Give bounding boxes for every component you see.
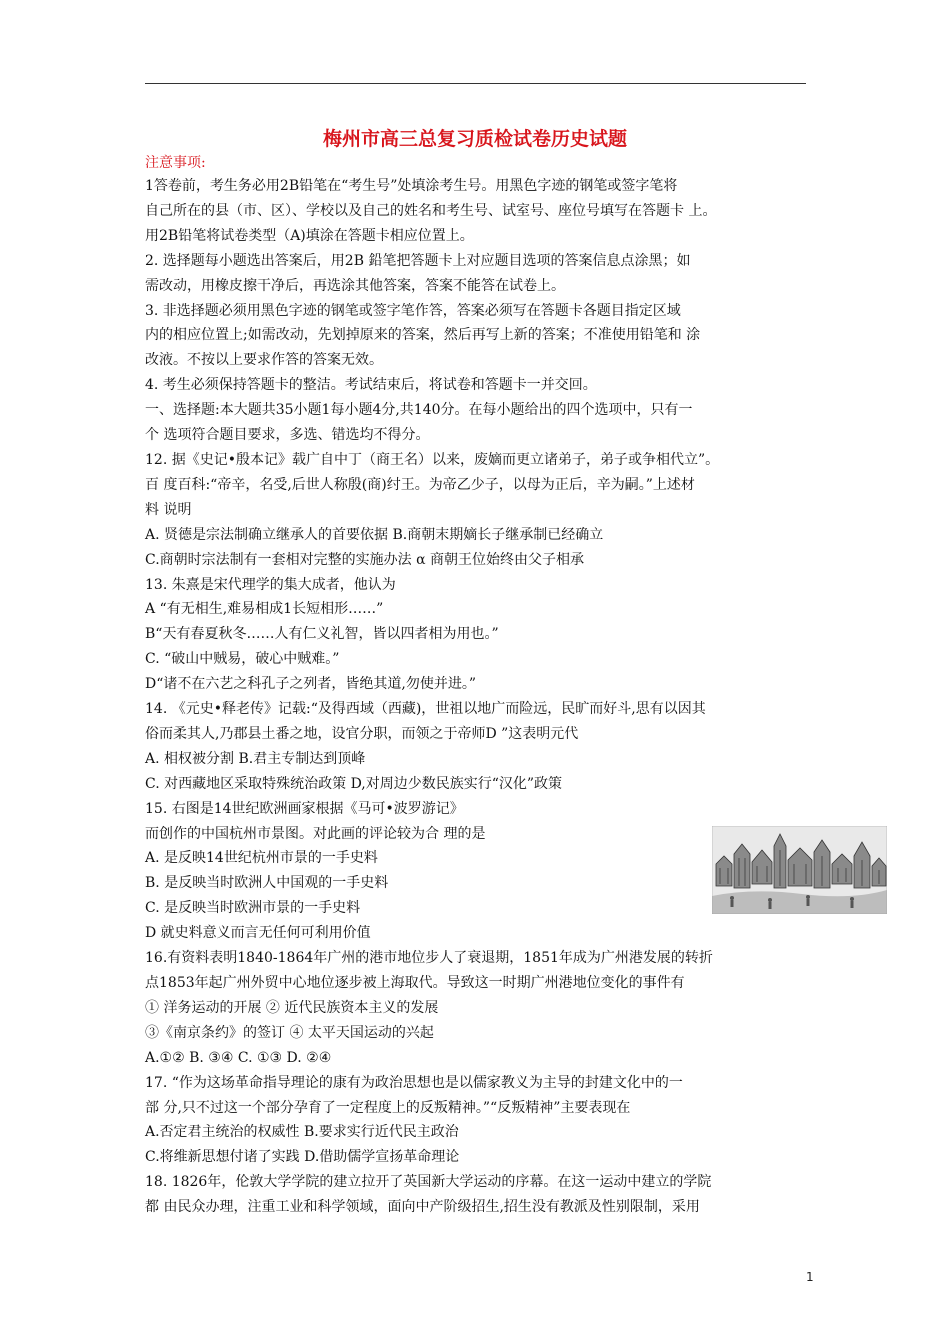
text-line: 百 度百科:“帝辛，名受,后世人称殷(商)纣王。为帝乙少子，以母为正后，辛为嗣。”上述材 (145, 476, 695, 493)
text-line: 内的相应位置上;如需改动，先划掉原来的答案，然后再写上新的答案；不准使用铅笔和 涂 (145, 327, 701, 344)
text-line: 一、选择题:本大题共35小题1每小题4分,共140分。在每小题给出的四个选项中，只有一 (145, 402, 693, 419)
text-line: 个 选项符合题目要求，多选、错选均不得分。 (145, 427, 430, 444)
text-line: C.商朝时宗法制有一套相对完整的实施办法 α 商朝王位始终由父子相承 (145, 551, 585, 568)
text-line: C. 对西藏地区采取特殊统治政策 D,对周边少数民族实行“汉化”政策 (145, 775, 563, 792)
text-line: C. 是反映当时欧洲市景的一手史料 (145, 900, 361, 917)
text-line: 18. 1826年，伦敦大学学院的建立拉开了英国新大学运动的序幕。在这一运动中建立的学院 (145, 1174, 712, 1191)
text-line: 4. 考生必须保持答题卡的整洁。考试结束后，将试卷和答题卡一并交回。 (145, 377, 597, 394)
page-title: 梅州市高三总复习质检试卷历史试题 (322, 128, 627, 150)
text-line: 都 由民众办理，注重工业和科学领域，面向中产阶级招生,招生没有教派及性别限制，采用 (145, 1199, 700, 1216)
text-line: 改液。不按以上要求作答的答案无效。 (145, 352, 383, 369)
text-line: 点1853年起广州外贸中心地位逐步被上海取代。导致这一时期广州港地位变化的事件有 (145, 975, 685, 991)
text-line: ③《南京条约》的签订 ④ 太平天国运动的兴起 (145, 1024, 434, 1041)
notice-heading: 注意事项: (145, 155, 206, 171)
text-line: 16.有资料表明1840-1864年广州的港市地位步人了衰退期，1851年成为广州港发展的转折 (145, 950, 713, 967)
text-line: A “有无相生,难易相成1长短相形……” (145, 601, 384, 618)
text-line: A. 是反映14世纪杭州市景的一手史料 (145, 850, 378, 867)
text-line: A.①② B. ③④ C. ①③ D. ②④ (145, 1049, 332, 1066)
page-number: 1 (806, 1270, 814, 1284)
text-line: B“天有春夏秋冬……人有仁义礼智，皆以四者相为用也。” (145, 626, 499, 643)
text-line: A.否定君主统治的权威性 B.要求实行近代民主政治 (145, 1124, 459, 1141)
text-line: 而创作的中国杭州市景图。对此画的评论较为合 理的是 (145, 825, 486, 842)
text-line: 料 说明 (145, 501, 192, 518)
text-line: 1答卷前，考生务必用2B铅笔在“考生号”处填涂考生号。用黑色字迹的钢笔或签字笔将 (145, 178, 678, 194)
text-line: 12. 据《史记•殷本记》载广自中丁（商王名）以来，废嫡而更立诸弟子，弟子或争相代立”。 (145, 451, 720, 468)
text-line: D 就史料意义而言无任何可利用价值 (145, 925, 371, 942)
text-line: D“诸不在六艺之科孔子之列者，皆绝其道,勿使并进。” (145, 676, 476, 693)
text-line: B. 是反映当时欧洲人中国观的一手史料 (145, 875, 389, 892)
text-line: C. “破山中贼易，破心中贼难。” (145, 651, 340, 668)
text-line: 部 分,只不过这一个部分孕育了一定程度上的反叛精神。”“反叛精神”主要表现在 (145, 1099, 631, 1116)
text-line: 13. 朱熹是宋代理学的集大成者，他认为 (145, 576, 396, 593)
text-line: 需改动，用橡皮擦干净后，再选涂其他答案，答案不能答在试卷上。 (145, 277, 565, 294)
text-line: 15. 右图是14世纪欧洲画家根据《马可•波罗游记》 (145, 800, 464, 817)
text-line: 用2B铅笔将试卷类型（A)填涂在答题卡相应位置上。 (145, 227, 474, 244)
text-line: 自己所在的县（市、区）、学校以及自己的姓名和考生号、试室号、座位号填写在答题卡 上。 (145, 202, 717, 219)
text-line: C.将维新思想付诸了实践 D.借助儒学宣扬革命理论 (145, 1149, 460, 1166)
text-line: ① 洋务运动的开展 ② 近代民族资本主义的发展 (145, 999, 439, 1016)
text-line: A. 贤德是宗法制确立继承人的首要依据 B.商朝末期嫡长子继承制已经确立 (145, 526, 604, 543)
text-line: 2. 选择题每小题选出答案后，用2B 鉛笔把答题卡上对应题目选项的答案信息点涂黑；如 (145, 252, 691, 269)
text-line: A. 相权被分割 B.君主专制达到顶峰 (145, 750, 366, 767)
text-line: 14. 《元史•释老传》记载:“及得西域（西藏)，世祖以地广而险远，民旷而好斗,思有以因其 (145, 701, 706, 718)
text-line: 17. “作为这场革命指导理论的康有为政治思想也是以儒家教义为主导的封建文化中的一 (145, 1074, 683, 1091)
text-line: 俗而柔其人,乃郡县土番之地，设官分职，而领之于帝师D ”这表明元代 (145, 725, 579, 742)
top-rule (145, 83, 806, 84)
hangzhou-cityscape-illustration (712, 826, 887, 914)
text-line: 3. 非选择题必须用黑色字迹的钢笔或签字笔作答，答案必须写在答题卡各题目指定区域 (145, 302, 681, 319)
document-body (145, 174, 807, 1220)
